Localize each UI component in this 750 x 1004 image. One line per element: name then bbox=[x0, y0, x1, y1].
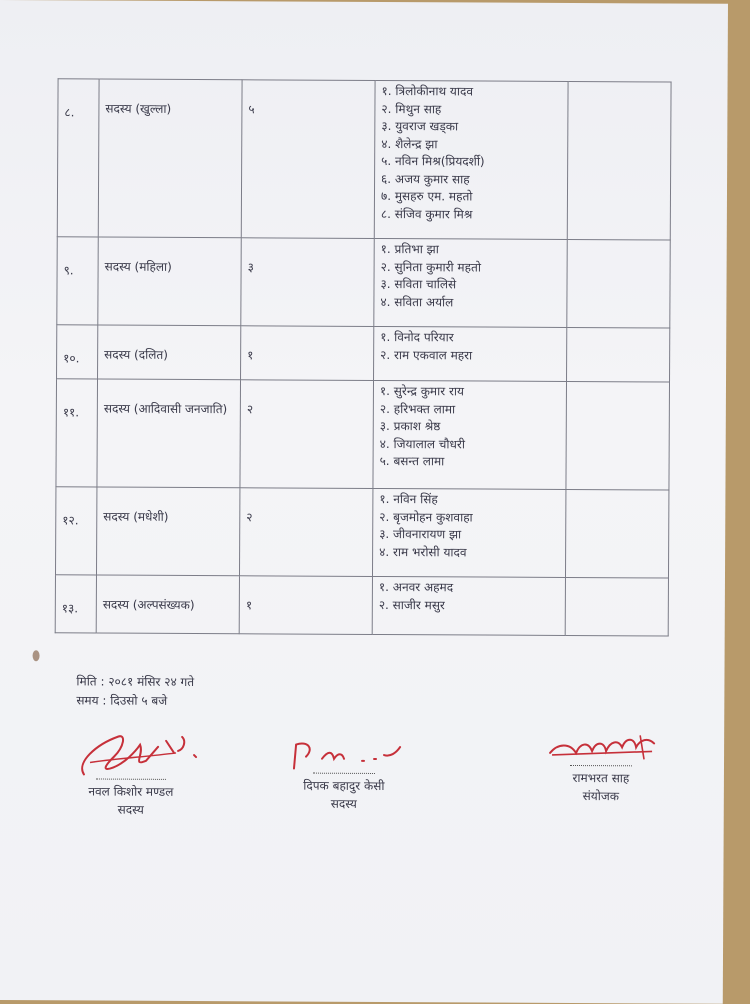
seat-count-cell: १ bbox=[241, 326, 374, 381]
candidate-name: २. मिथुन साह bbox=[381, 101, 442, 116]
remarks-cell bbox=[565, 577, 668, 636]
candidate-name: ४. सविता अर्याल bbox=[380, 294, 454, 309]
seat-count-cell: ५ bbox=[241, 80, 375, 239]
candidate-name: १. सुरेन्द्र कुमार राय bbox=[379, 383, 464, 399]
seat-count-cell: १ bbox=[239, 576, 372, 635]
signature-block-3 bbox=[536, 729, 666, 815]
candidate-name: ७. मुसहरु एम. महतो bbox=[380, 188, 473, 204]
table-row bbox=[55, 575, 668, 636]
serial-number-cell: १३. bbox=[55, 575, 96, 633]
candidate-name: ५. नविन मिश्र(प्रियदर्शी) bbox=[381, 153, 485, 169]
remarks-cell bbox=[567, 239, 670, 328]
candidate-list bbox=[379, 491, 559, 562]
post-cell: सदस्य (अल्पसंख्यक) bbox=[96, 575, 239, 634]
candidate-name: ३. जीवनारायण झा bbox=[379, 526, 462, 542]
signature-block-2 bbox=[264, 736, 424, 827]
candidate-list bbox=[379, 579, 559, 615]
candidate-name: ४. राम भरोसी यादव bbox=[379, 544, 467, 559]
table-row bbox=[57, 325, 670, 382]
table-row bbox=[57, 79, 671, 240]
candidate-name: १. प्रतिभा झा bbox=[380, 241, 439, 257]
table-row bbox=[56, 379, 670, 490]
meeting-time: समय : दिउसो ५ बजे bbox=[76, 693, 168, 708]
candidate-name: १. नविन सिंह bbox=[379, 491, 438, 507]
serial-number-cell: ८. bbox=[57, 79, 99, 237]
signatory-role-2: सदस्य bbox=[330, 796, 357, 811]
signatory-role-1: सदस्य bbox=[117, 802, 144, 817]
signature-line-3 bbox=[570, 765, 632, 766]
remarks-cell bbox=[566, 381, 670, 490]
seat-count-cell: ३ bbox=[241, 238, 374, 327]
signatory-name-1: नवल किशोर मण्डल bbox=[88, 784, 174, 799]
candidate-list bbox=[380, 329, 560, 365]
post-cell: सदस्य (मधेशी) bbox=[96, 487, 239, 576]
remarks-cell bbox=[567, 327, 670, 382]
table-row bbox=[55, 487, 668, 578]
signatory-name-3: रामभरत साह bbox=[572, 771, 630, 786]
candidate-list bbox=[381, 83, 562, 224]
remarks-cell bbox=[567, 81, 671, 240]
candidate-name: १. त्रिलोकीनाथ यादव bbox=[381, 83, 474, 99]
remarks-cell bbox=[565, 489, 668, 578]
candidate-name: ४. शैलेन्द्र झा bbox=[381, 136, 438, 151]
signature-block-1 bbox=[56, 722, 207, 823]
candidate-names-cell bbox=[374, 238, 567, 327]
serial-number-cell: १२. bbox=[55, 487, 96, 575]
candidate-name: २. हरिभक्त लामा bbox=[379, 401, 456, 416]
candidate-name: २. साजीर मसुर bbox=[378, 597, 445, 612]
candidate-names-cell bbox=[372, 488, 565, 577]
candidate-names-cell bbox=[373, 380, 567, 489]
table-row bbox=[57, 237, 670, 328]
meeting-date: मिति : २०८१ मंसिर २४ गते bbox=[76, 674, 195, 690]
signature-mark-2 bbox=[278, 736, 418, 777]
signature-line-2 bbox=[313, 773, 375, 774]
candidate-name: ३. युवराज खड्का bbox=[381, 118, 459, 134]
table-body bbox=[55, 79, 671, 636]
candidate-names-cell bbox=[372, 576, 565, 635]
seat-count-cell: २ bbox=[240, 380, 374, 489]
candidate-name: ५. बसन्त लामा bbox=[379, 453, 445, 469]
candidate-list bbox=[380, 241, 560, 312]
signatory-name-2: दिपक बहादुर केसी bbox=[303, 778, 385, 794]
candidate-names-cell bbox=[374, 326, 567, 381]
signature-mark-3 bbox=[544, 729, 660, 768]
candidate-name: १. विनोद परियार bbox=[380, 329, 454, 345]
serial-number-cell: १०. bbox=[57, 325, 98, 379]
post-cell: सदस्य (महिला) bbox=[98, 237, 241, 326]
candidate-name: १. अनवर अहमद bbox=[378, 579, 454, 595]
signature-line-1 bbox=[96, 779, 166, 780]
committee-members-table bbox=[55, 78, 672, 636]
seat-count-cell: २ bbox=[239, 488, 372, 577]
candidate-name: २. राम एकवाल महरा bbox=[380, 347, 473, 362]
signature-mark-1 bbox=[66, 722, 206, 785]
candidate-name: २. सुनिता कुमारी महतो bbox=[380, 259, 481, 275]
serial-number-cell: ११. bbox=[56, 379, 98, 487]
serial-number-cell: ९. bbox=[57, 237, 98, 325]
candidate-name: ३. सविता चालिसे bbox=[380, 276, 457, 292]
footer-block bbox=[76, 672, 194, 711]
candidate-name: ४. जियालाल चौधरी bbox=[379, 436, 465, 451]
post-cell: सदस्य (दलित) bbox=[98, 325, 241, 380]
post-cell: सदस्य (आदिवासी जनजाति) bbox=[97, 379, 241, 488]
candidate-name: ८. संजिव कुमार मिश्र bbox=[380, 206, 473, 221]
signatory-role-3: संयोजक bbox=[582, 789, 620, 804]
post-cell: सदस्य (खुल्ला) bbox=[98, 79, 242, 238]
candidate-list bbox=[380, 383, 560, 471]
candidate-name: ३. प्रकाश श्रेष्ठ bbox=[379, 418, 441, 434]
candidate-name: ६. अजय कुमार साह bbox=[381, 171, 470, 186]
candidate-name: २. बृजमोहन कुशवाहा bbox=[379, 509, 473, 524]
candidate-names-cell bbox=[374, 80, 568, 239]
paper-blemish bbox=[33, 650, 40, 661]
